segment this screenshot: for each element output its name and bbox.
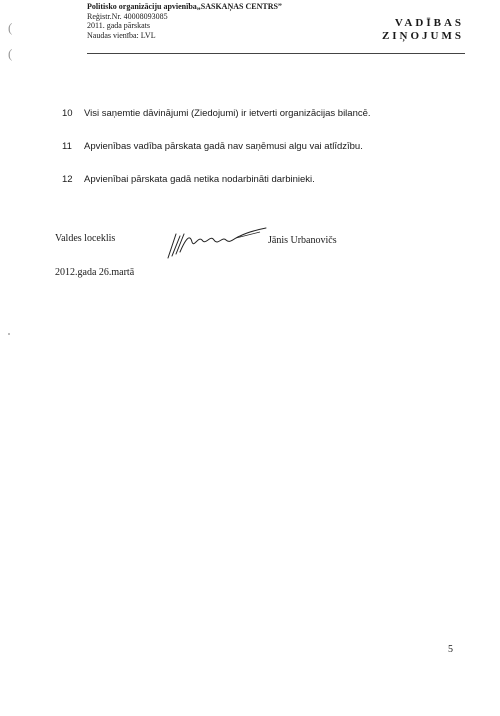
signing-date: 2012.gada 26.martā bbox=[55, 267, 135, 278]
report-year: 2011. gada pārskats bbox=[87, 21, 151, 30]
signatory-name: Jānis Urbanovičs bbox=[268, 235, 337, 246]
report-item bbox=[62, 174, 482, 207]
punch-hole-mark: ( bbox=[8, 46, 13, 61]
org-name: Politisko organizāciju apvienība„SASKAŅAS CENTRS” bbox=[87, 2, 282, 11]
item-number: 11 bbox=[62, 141, 72, 152]
page-number: 5 bbox=[448, 644, 453, 655]
item-text: Apvienībai pārskata gadā netika nodarbināti darbinieki. bbox=[84, 174, 315, 185]
document-title bbox=[382, 17, 464, 43]
punch-hole-mark: ( bbox=[8, 20, 13, 35]
item-number: 12 bbox=[62, 174, 73, 185]
item-text: Apvienības vadība pārskata gadā nav saņēmusi algu vai atlīdzību. bbox=[84, 141, 363, 152]
document-header bbox=[87, 2, 282, 40]
scan-speck bbox=[8, 333, 10, 335]
title-line-1: VADĪBAS bbox=[394, 17, 464, 29]
report-items bbox=[62, 108, 482, 207]
item-number: 10 bbox=[62, 108, 73, 119]
title-line-2: ZIŅOJUMS bbox=[381, 30, 464, 42]
currency-unit: Naudas vienība: LVL bbox=[87, 30, 156, 40]
signatory-role: Valdes loceklis bbox=[55, 233, 116, 244]
item-text: Visi saņemtie dāvinājumi (Ziedojumi) ir ietverti organizācijas bilancē. bbox=[84, 108, 371, 119]
handwritten-signature bbox=[160, 220, 270, 265]
registration-number: Reģistr.Nr. 40008093085 bbox=[87, 11, 168, 21]
report-item bbox=[62, 141, 482, 174]
header-divider bbox=[87, 53, 465, 54]
report-item bbox=[62, 108, 482, 141]
